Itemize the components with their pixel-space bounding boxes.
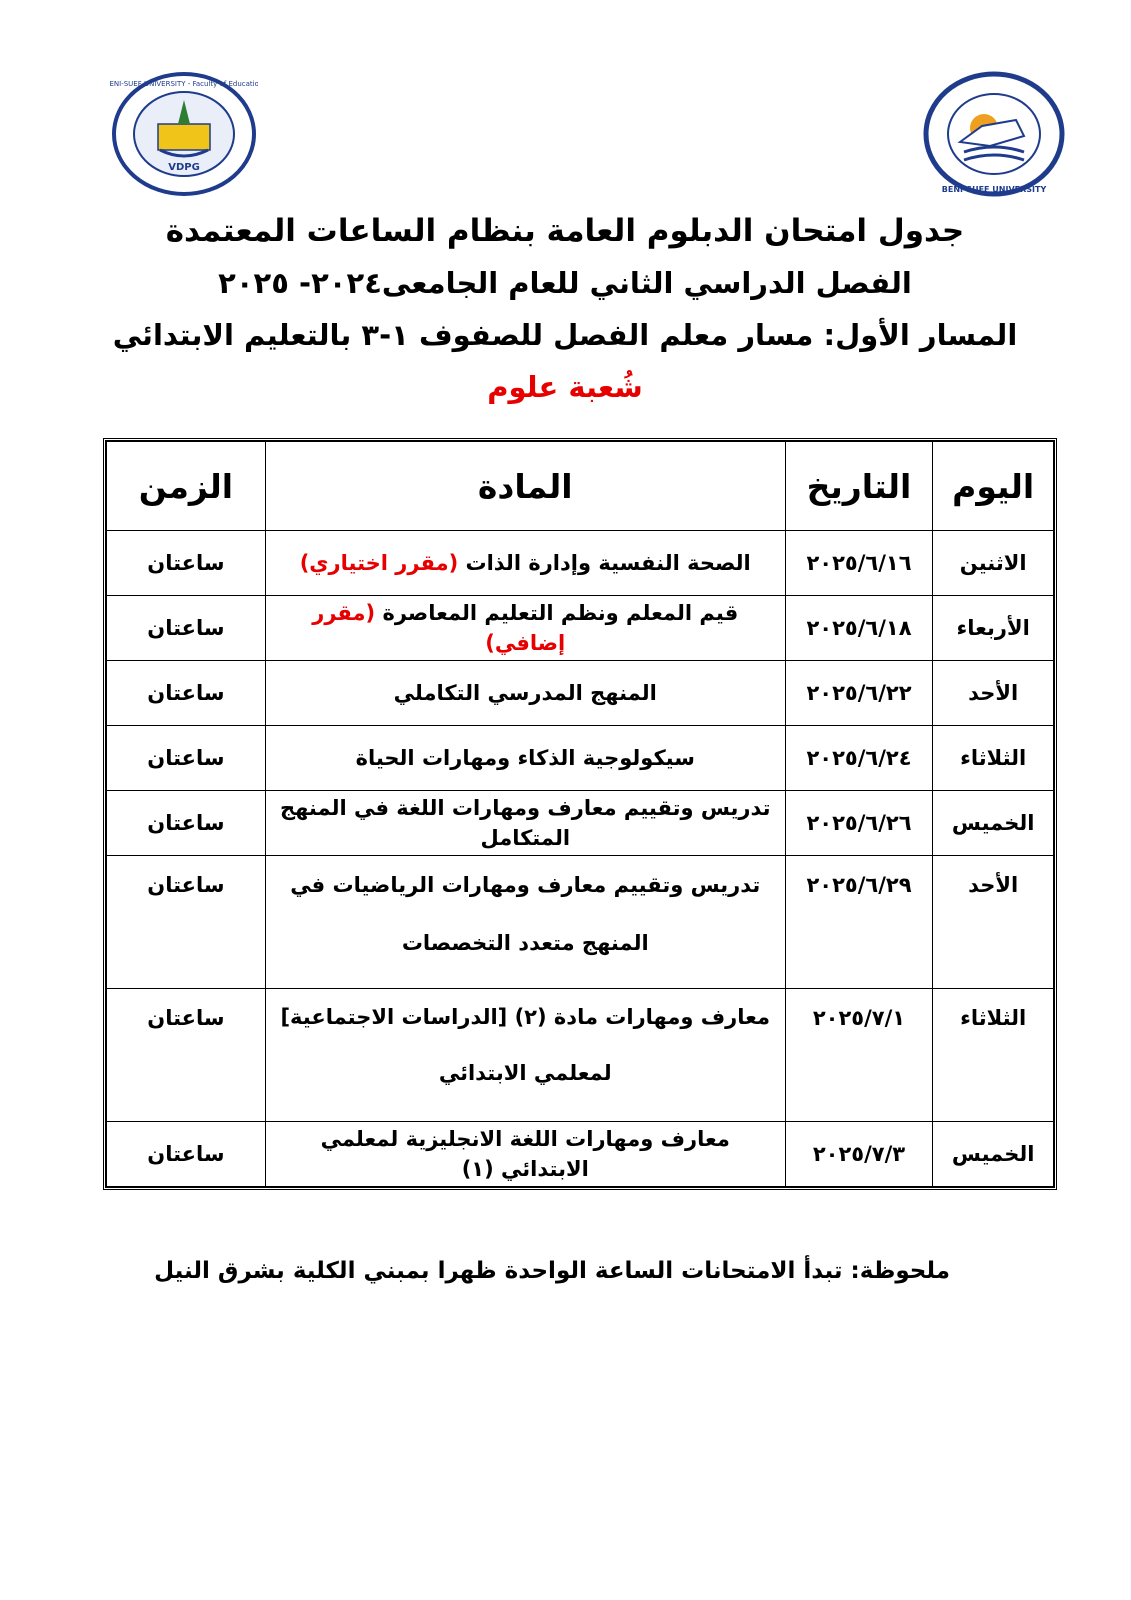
header-date: التاريخ <box>785 442 933 531</box>
university-logo <box>920 70 1068 198</box>
day-cell: الأحد <box>933 661 1054 726</box>
schedule-title: جدول امتحان الدبلوم العامة بنظام الساعات المعتمدة <box>165 213 965 249</box>
date-cell: ٢٠٢٥/٦/٢٤ <box>785 726 933 791</box>
exam-note: ملحوظة: تبدأ الامتحانات الساعة الواحدة ظهرا بمبني الكلية بشرق النيل <box>154 1258 950 1284</box>
subject-cell: تدريس وتقييم معارف ومهارات الرياضيات في المنهج متعدد التخصصات <box>265 856 785 989</box>
subject-cell: سيكولوجية الذكاء ومهارات الحياة <box>265 726 785 791</box>
date-cell: ٢٠٢٥/٦/٢٩ <box>785 856 933 989</box>
day-cell: الثلاثاء <box>933 989 1054 1122</box>
date-cell: ٢٠٢٥/٦/١٨ <box>785 596 933 661</box>
subject-cell: معارف ومهارات مادة (٢) [الدراسات الاجتماعية] لمعلمي الابتدائي <box>265 989 785 1122</box>
date-cell: ٢٠٢٥/٦/١٦ <box>785 531 933 596</box>
subject-cell <box>265 531 785 596</box>
header-day: اليوم <box>933 442 1054 531</box>
document-header <box>100 205 1030 413</box>
division-line: شُعبة علوم <box>487 370 643 404</box>
time-cell: ساعتان <box>107 989 266 1122</box>
table-row <box>107 661 1054 726</box>
svg-text:BENI-SUEF UNIVERSITY: BENI-SUEF UNIVERSITY <box>941 185 1047 194</box>
svg-text:VDPG: VDPG <box>168 162 200 173</box>
date-cell: ٢٠٢٥/٧/١ <box>785 989 933 1122</box>
svg-text:BENI-SUEF UNIVERSITY - Faculty: BENI-SUEF UNIVERSITY - Faculty of Education <box>110 80 258 88</box>
table-row <box>107 856 1054 989</box>
subject-cell: تدريس وتقييم معارف ومهارات اللغة في المنهج المتكامل <box>265 791 785 856</box>
course-tag: (مقرر إضافي) <box>312 601 566 655</box>
time-cell: ساعتان <box>107 856 266 989</box>
table-header-row <box>107 442 1054 531</box>
subject-text: قيم المعلم ونظم التعليم المعاصرة <box>382 601 739 625</box>
faculty-emblem-icon <box>110 70 258 198</box>
table-row <box>107 531 1054 596</box>
day-cell: الأحد <box>933 856 1054 989</box>
table-row <box>107 989 1054 1122</box>
track-label: المسار الأول: <box>823 318 1018 352</box>
track-line <box>100 309 1030 361</box>
track-value: مسار معلم الفصل للصفوف ١-٣ بالتعليم الابتدائي <box>112 318 824 352</box>
day-cell: الخميس <box>933 791 1054 856</box>
header-subject: المادة <box>265 442 785 531</box>
time-cell: ساعتان <box>107 596 266 661</box>
table-row <box>107 1122 1054 1187</box>
course-tag: (مقرر اختياري) <box>299 551 459 575</box>
subject-cell: معارف ومهارات اللغة الانجليزية لمعلمي الابتدائي (١) <box>265 1122 785 1187</box>
table-row <box>107 791 1054 856</box>
time-cell: ساعتان <box>107 791 266 856</box>
time-cell: ساعتان <box>107 1122 266 1187</box>
exam-schedule-table <box>103 438 1057 1190</box>
subject-cell <box>265 596 785 661</box>
subject-cell: المنهج المدرسي التكاملي <box>265 661 785 726</box>
semester-line: الفصل الدراسي الثاني للعام الجامعى٢٠٢٤- ٢٠٢٥ <box>218 266 912 300</box>
table-row <box>107 726 1054 791</box>
date-cell: ٢٠٢٥/٦/٢٦ <box>785 791 933 856</box>
subject-text: الصحة النفسية وإدارة الذات <box>465 551 751 575</box>
header-time: الزمن <box>107 442 266 531</box>
faculty-logo <box>110 70 258 198</box>
table-row <box>107 596 1054 661</box>
day-cell: الأربعاء <box>933 596 1054 661</box>
day-cell: الخميس <box>933 1122 1054 1187</box>
day-cell: الاثنين <box>933 531 1054 596</box>
date-cell: ٢٠٢٥/٦/٢٢ <box>785 661 933 726</box>
time-cell: ساعتان <box>107 661 266 726</box>
date-cell: ٢٠٢٥/٧/٣ <box>785 1122 933 1187</box>
university-emblem-icon <box>920 70 1068 198</box>
time-cell: ساعتان <box>107 726 266 791</box>
time-cell: ساعتان <box>107 531 266 596</box>
day-cell: الثلاثاء <box>933 726 1054 791</box>
